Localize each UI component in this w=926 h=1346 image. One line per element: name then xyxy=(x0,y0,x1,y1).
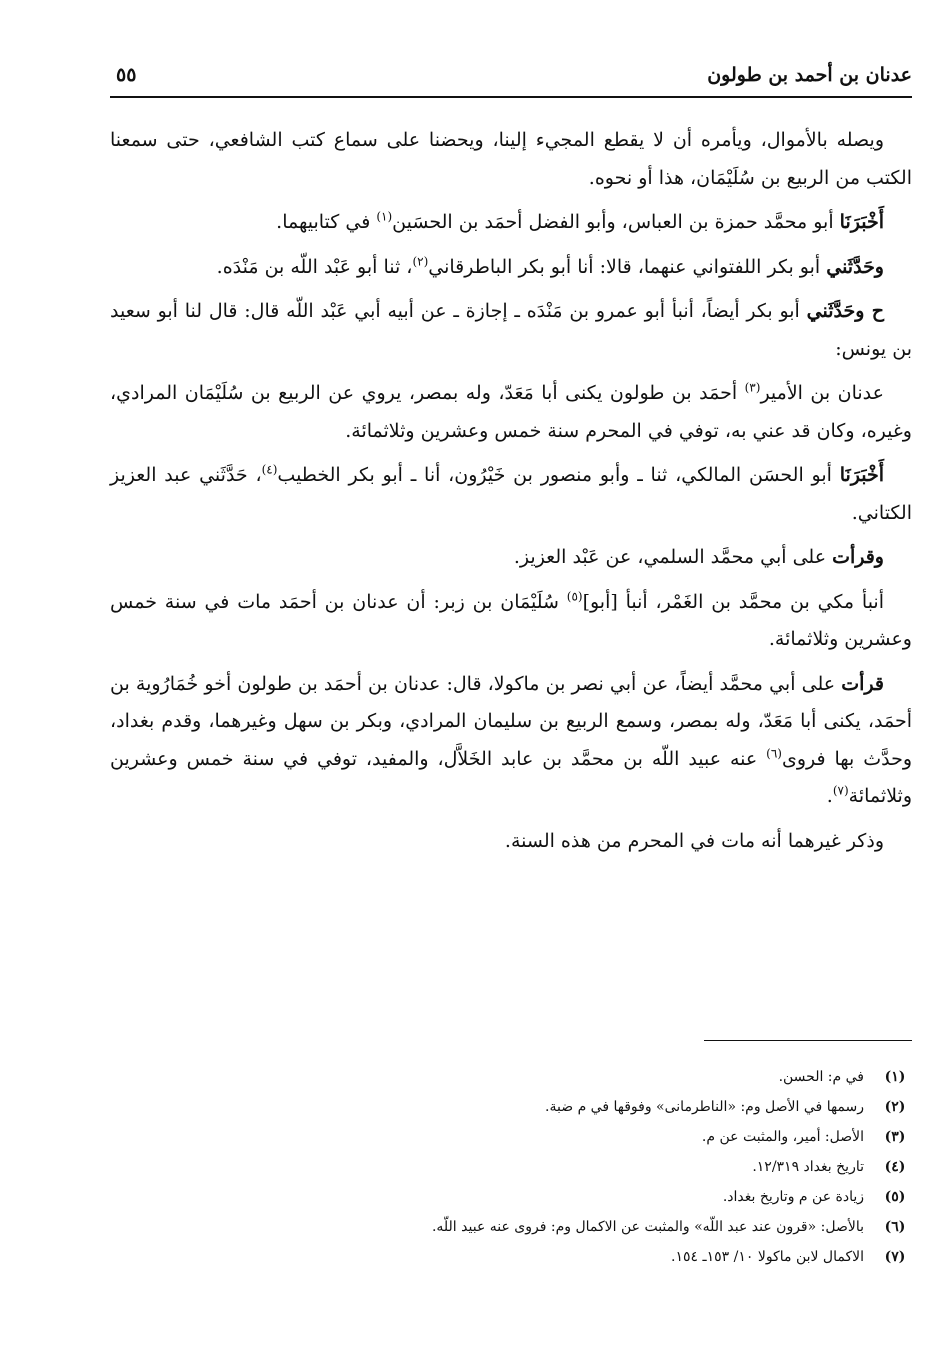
footnote-ref: (٢) xyxy=(412,254,429,269)
isnad-lead: ح وحَدَّثَني xyxy=(806,300,884,322)
paragraph: وحَدَّثَني أبو بكر اللفتواني عنهما، قالا: أنا أبو بكر الباطرقاني$^{(٢)}$، ثنا أبو عَبْد اللّه بن مَنْدَه. xyxy=(216,254,884,278)
main-text xyxy=(110,122,912,867)
isnad-lead: وحَدَّثَني xyxy=(826,255,884,278)
footnote-ref: (٥) xyxy=(566,589,583,604)
footnote: (٦) بالأصل: «قرون عند عبد اللّه» والمثبت عن الاكمال وم: فروى عنه عبيد اللّه. xyxy=(431,1219,906,1235)
page-number: ٥٥ xyxy=(116,64,137,86)
paragraph: أَخْبَرَنَا أبو الحسَن المالكي، ثنا ـ وأبو منصور بن خَيْرُون، أنا ـ أبو بكر الخطيب$^{(٤)}$، حَدَّثَني عبد العزيز الكتاني. xyxy=(110,462,912,524)
isnad-lead: وقرأت xyxy=(832,546,884,568)
paragraph: قرأت على أبي محمَّد أيضاً، عن أبي نصر بن ماكولا، قال: عدنان بن أحمَد بن طولون أخو خُمَارُوية بن أحمَد، يكنى أبا مَعَدّ، وله بمصر، وسمع الربيع بن سليمان المرادي، وبكر بن سهل وغيرهما، وقدم بغداد، وحدَّث بها فروى$^{(٦)}$ عنه عبيد اللّه بن محمَّد بن عابد الخَلاَّل، والمفيد، توفي في سنة خمس وعشرين وثلاثمائة$^{(٧)}$. xyxy=(110,672,912,807)
page-header xyxy=(110,58,912,98)
paragraph: ويصله بالأموال، ويأمره أن لا يقطع المجيء إلينا، ويحضنا على سماع كتب الشافعي، حتى سمعنا الكتب من الربيع بن سُلَيْمَان، هذا أو نحوه. xyxy=(110,129,912,189)
paragraph: أنبأ مكي بن محمَّد بن الغَمْر، أنبأ [أبو]$^{(٥)}$ سُلَيْمَان بن زبر: أن عدنان بن أحمَد مات في سنة خمس وعشرين وثلاثمائة. xyxy=(110,589,912,650)
footnote: (٥) زيادة عن م وتاريخ بغداد. xyxy=(722,1189,906,1205)
isnad-lead: أَخْبَرَنَا xyxy=(839,464,885,486)
isnad-lead: أَخْبَرَنَا xyxy=(839,211,884,233)
footnote-ref: (٣) xyxy=(744,380,761,395)
paragraph: عدنان بن الأمير$^{(٣)}$ أحمَد بن طولون يكنى أبا مَعَدّ، وله بمصر، يروي عن الربيع بن سُلَيْمَان المرادي، وغيره، وكان قد عني به، توفي في المحرم سنة خمس وعشرين وثلاثمائة. xyxy=(110,380,912,442)
isnad-lead: قرأت xyxy=(841,672,884,695)
paragraph: أَخْبَرَنَا أبو محمَّد حمزة بن العباس، وأبو الفضل أحمَد بن الحسَين$^{(١)}$ في كتابيهما. xyxy=(276,209,884,233)
footnote: (١) في م: الحسن. xyxy=(778,1069,906,1085)
footnote-separator xyxy=(704,1040,912,1041)
footnote: (٧) الاكمال لابن ماكولا ١٠/ ١٥٣ـ ١٥٤. xyxy=(671,1249,906,1265)
footnote-ref: (٧) xyxy=(832,783,849,798)
footnote: (٢) رسمها في الأصل وم: «الناطرمانى» وفوقها في م ضبة. xyxy=(545,1099,906,1115)
paragraph: ح وحَدَّثَني أبو بكر أيضاً، أنبأ أبو عمرو بن مَنْدَه ـ إجازة ـ عن أبيه أبي عَبْد اللّه قال: قال لنا أبو سعيد بن يونس: xyxy=(110,300,912,360)
footnote: (٣) الأصل: أمير، والمثبت عن م. xyxy=(701,1129,906,1145)
footnote-ref: (٤) xyxy=(261,462,278,477)
running-title: عدنان بن أحمد بن طولون xyxy=(707,64,912,86)
footnote-ref: (١) xyxy=(376,209,393,224)
footnote: (٤) تاريخ بغداد ١٢/٣١٩. xyxy=(752,1159,906,1175)
paragraph: وذكر غيرهما أنه مات في المحرم من هذه السنة. xyxy=(504,829,884,852)
paragraph: وقرأت على أبي محمَّد السلمي، عن عَبْد العزيز. xyxy=(513,546,884,568)
footnote-ref: (٦) xyxy=(766,746,782,761)
footnotes xyxy=(110,1062,912,1272)
